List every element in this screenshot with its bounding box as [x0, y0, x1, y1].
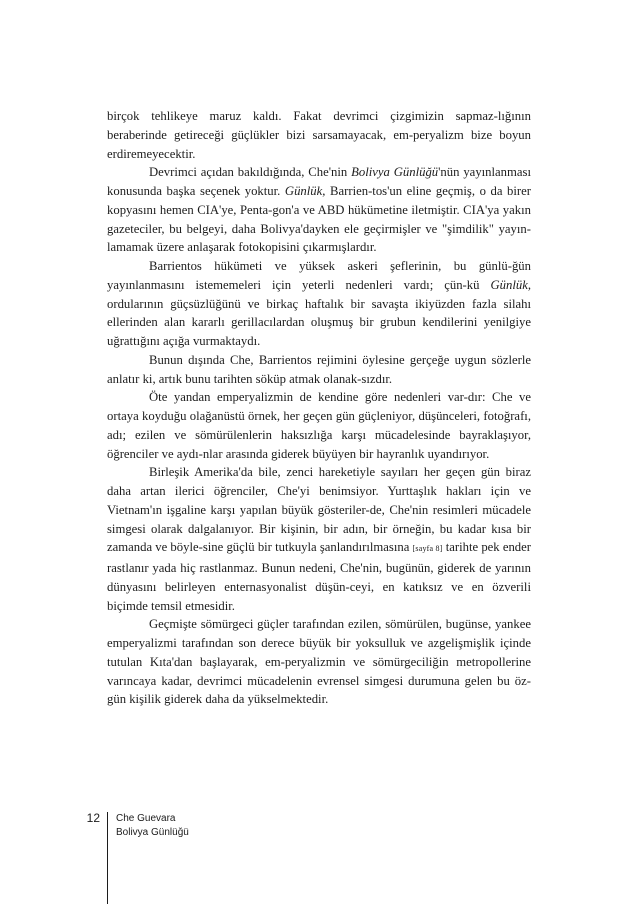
text-run: 'nün yayınlanması konusunda başka seçenek yoktur.	[107, 165, 531, 198]
paragraph	[107, 351, 531, 389]
text-run: tarihte pek ender rastlanır yada hiç rastlanmaz. Bunun nedeni, Che'nin, bugünün, giderek de yarının dünyasını belirleyen enternasyonalist düşün-ceyi, en katıksız ve en özverili biçimde temsil etmesidir.	[107, 540, 531, 613]
paragraph	[107, 615, 531, 709]
book-title-italic: Günlük,	[284, 184, 326, 198]
body-text	[107, 107, 531, 709]
book-title-italic: Bolivya Günlüğü	[351, 165, 439, 180]
running-footer	[116, 812, 189, 840]
text-run: ordularının güçsüzlüğünü ve birkaç haftalık bir savaşta ikiyüzden fazla silahı ellerinden alan kararlı gerillacılardan oluşmuş bir grubun kendilerini yenilgiye uğrattığını açığa vurmaktaydı.	[107, 296, 531, 348]
footer-divider	[107, 812, 108, 904]
paragraph	[107, 463, 531, 615]
text-run: Geçmişte sömürgeci güçler tarafından ezilen, sömürülen, bugünse, yankee emperyalizmi tarafından son derece büyük bir yoksulluk ve azgelişmişlik içinde tutulan Kıta'dan başlayarak, em-peryalizmin ve sömürgeciliğin metropollerine varıncaya kadar, devrimci mücadelenin evrensel simgesi durumuna gelen bu öz-gün kişilik giderek daha da yükselmektedir.	[107, 617, 531, 707]
text-run: Barrientos hükümeti ve yüksek askeri şeflerinin, bu günlü-ğün yayınlanmasını istememeleri için yeterli nedenleri vardı; çün-kü	[107, 259, 531, 292]
footer-author: Che Guevara	[116, 813, 176, 824]
paragraph	[107, 257, 531, 351]
book-title-italic: Günlük,	[490, 277, 531, 292]
text-run: Devrimci açıdan bakıldığında, Che'nin	[149, 165, 352, 180]
paragraph	[107, 107, 531, 163]
paragraph	[107, 388, 531, 463]
text-run: birçok tehlikeye maruz kaldı. Fakat devrimci çizgimizin sapmaz-lığının beraberinde getireceği güçlükler bizi sarsamayacak, em-peryalizm bize boyun erdiremeyecektir.	[107, 109, 531, 161]
page-number: 12	[86, 811, 100, 825]
paragraph	[107, 163, 531, 257]
text-run: Birleşik Amerika'da bile, zenci hareketiyle sayıları her geçen gün biraz daha artan ilerici öğrenciler, Che'yi benimsiyor. Yurttaşlık hakları için ve Vietnam'ın işgaline karşı yapılan büyük gösteriler-de, Che'nin resimleri mücadele simgesi olarak dalgalanıyor. Bir kişinin, bir adın, bir örneğin, bu kadar kısa bir zamanda ve böyle-sine güçlü bir tutkuyla şanlandırılmasına	[107, 465, 531, 555]
page-reference: [sayfa 8]	[412, 544, 443, 554]
text-run: Öte yandan emperyalizmin de kendine göre nedenleri var-dır: Che ve ortaya koyduğu olağanüstü örnek, her geçen gün güçleniyor, düşünceleri, fotoğrafı, adı; ezilen ve sömürülenlerin haksızlığa karşı mücadelesinde bayraklaşıyor, öğrenciler ve aydı-nlar arasında giderek büyüyen bir hayranlık uyandırıyor.	[107, 390, 531, 461]
footer-book-title: Bolivya Günlüğü	[116, 827, 189, 838]
text-run: Barrien-tos'un eline geçmiş, o da birer kopyasını hemen CIA'ye, Penta-gon'a ve ABD hükümetine iletmiştir. CIA'ya yakın gazeteciler, bu belgeyi, daha Bolivya'dayken ele geçirmişler ve "şimdilik" yayın-lamamak üzere anlaşarak fotokopisini çıkarmışlardır.	[107, 184, 531, 255]
text-run: Bunun dışında Che, Barrientos rejimini öylesine gerçeğe uygun sözlerle anlatır ki, artık bunu tarihten söküp atmak olanak-sızdır.	[107, 352, 531, 386]
